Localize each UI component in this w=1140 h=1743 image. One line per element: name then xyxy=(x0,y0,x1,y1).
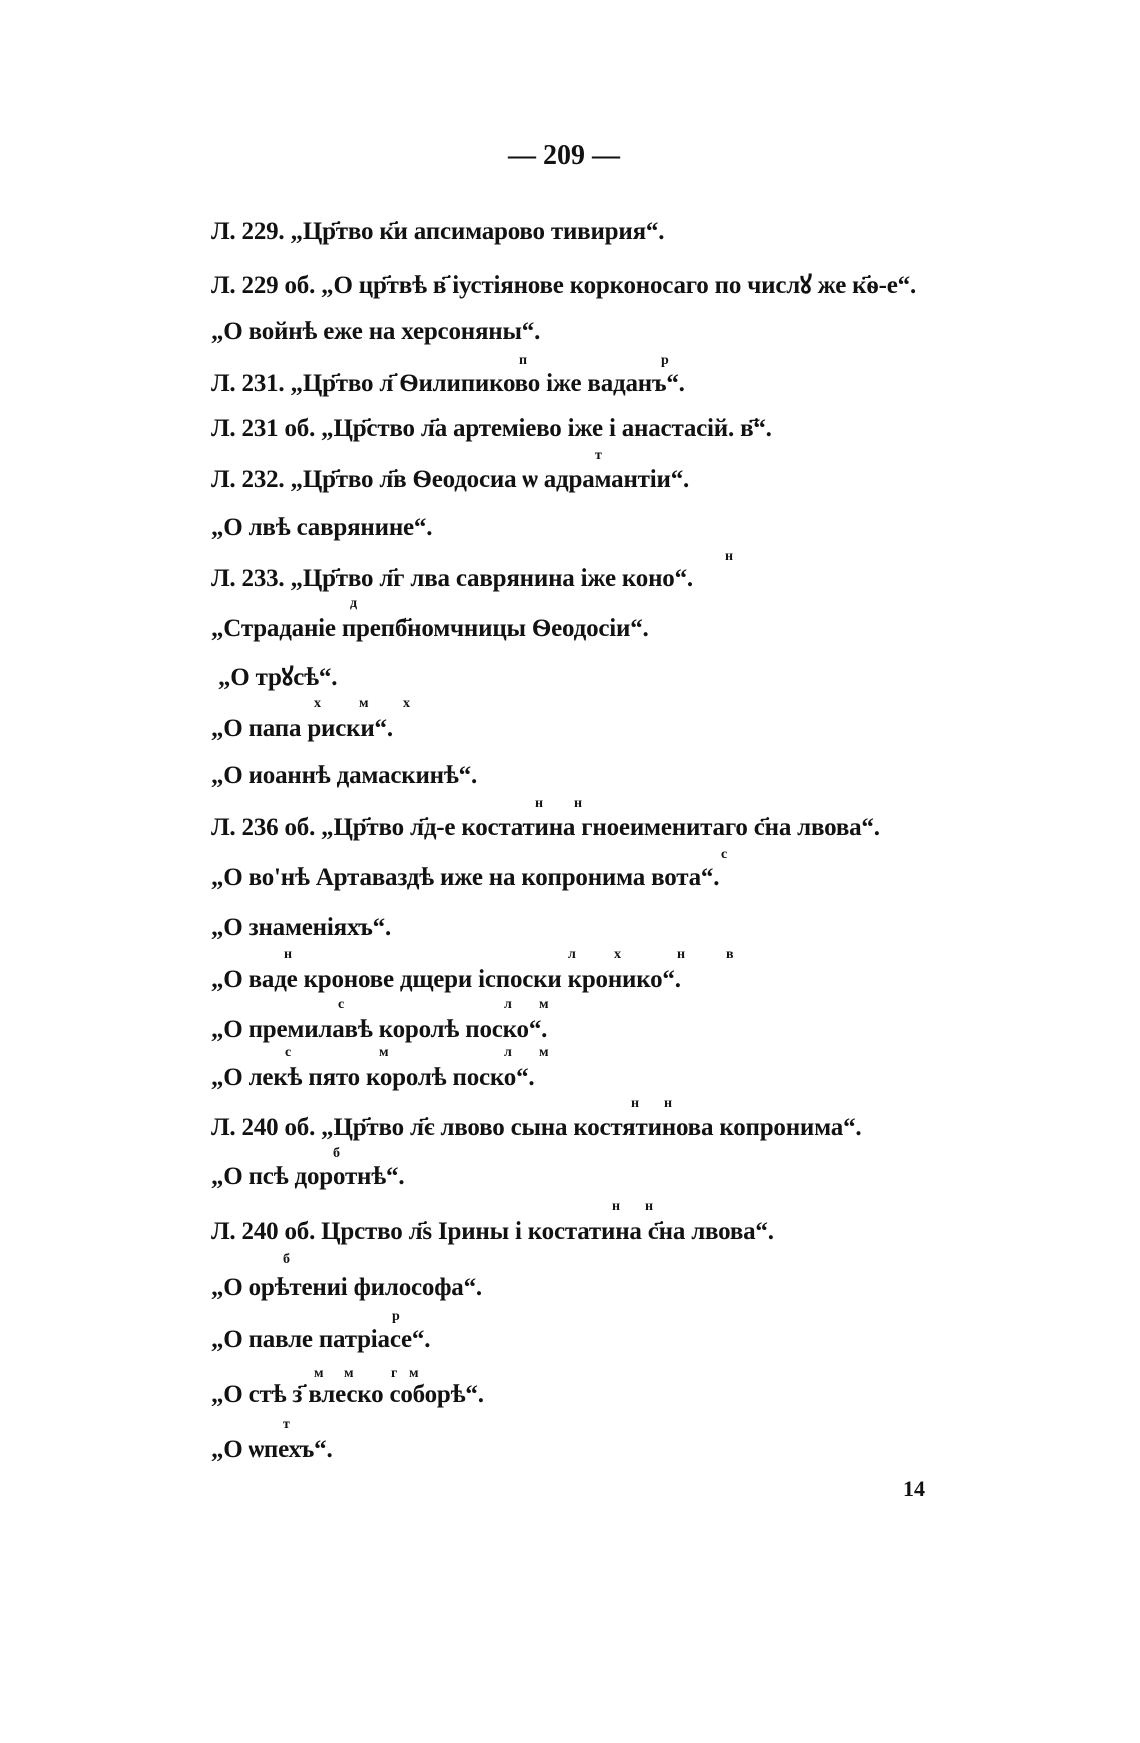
text-line: „Страданіе препб҃номчницы Ѳеодосіи“. xyxy=(211,615,649,642)
superscript-letter: с xyxy=(285,1045,292,1060)
text-line: Л. 240 об. Црство л҃ѕ Ірины і костатина с҃на лвова“. xyxy=(211,1218,774,1245)
superscript-letter: н xyxy=(535,796,544,811)
superscript-letter: т xyxy=(283,1417,290,1432)
text-line: „О иоаннѣ дамаскинѣ“. xyxy=(211,762,478,789)
superscript-letter: н xyxy=(645,1199,654,1214)
superscript-letter: н xyxy=(612,1199,621,1214)
superscript-letter: н xyxy=(284,947,293,962)
text-line: Л. 229. „Цр҃тво к҃и апсимарово тивирия“. xyxy=(211,218,665,245)
text-line: Л. 236 об. „Цр҃тво л҃д-е костатина гноеименитаго с҃на лвова“. xyxy=(211,814,880,841)
superscript-letter: м xyxy=(314,1366,324,1381)
superscript-letter: н xyxy=(631,1096,640,1111)
superscript-letter: т xyxy=(595,448,602,463)
superscript-letter: р xyxy=(661,353,669,368)
superscript-letter: м xyxy=(379,1045,389,1060)
superscript-letter: б xyxy=(283,1252,290,1267)
text-line: „О псѣ доротнѣ“. xyxy=(211,1163,405,1190)
text-line: Л. 240 об. „Цр҃тво л҃є лвово сына костятинова копронима“. xyxy=(211,1114,862,1141)
text-line: Л. 233. „Цр҃тво л҃г лва саврянина іже коно“. xyxy=(211,565,693,592)
superscript-letter: г xyxy=(391,1366,398,1381)
text-line: „О войнѣ еже на херсоняны“. xyxy=(211,318,541,345)
superscript-letter: л xyxy=(568,947,576,962)
superscript-letter: л xyxy=(504,997,512,1012)
text-line: „О павле патріасе“. xyxy=(211,1326,431,1353)
text-line: „О премилавѣ королѣ поско“. xyxy=(211,1016,548,1043)
superscript-letter: в xyxy=(726,947,734,962)
superscript-letter: с xyxy=(721,847,728,862)
superscript-letter: б xyxy=(333,1146,340,1161)
text-line: „О папа риски“. xyxy=(211,715,393,742)
text-line: „О ѡпехъ“. xyxy=(211,1436,333,1463)
superscript-letter: л xyxy=(504,1045,512,1060)
text-line: „О во'нѣ Артаваздѣ иже на копронима вота“. xyxy=(211,864,720,891)
superscript-letter: м xyxy=(539,1045,549,1060)
superscript-letter: н xyxy=(677,947,686,962)
text-line: „О трꙋсѣ“. xyxy=(218,664,338,691)
text-line: „О стѣ з҃ влеско соборѣ“. xyxy=(211,1381,484,1408)
text-line: „О ваде кронове дщери іспоски кронико“. xyxy=(211,966,681,993)
page-header-number: — 209 — xyxy=(508,140,620,171)
text-line: Л. 231 об. „Цр҃ство л҃а артеміево іже і анастасій. в҃“. xyxy=(211,415,772,442)
superscript-letter: н xyxy=(725,549,734,564)
text-line: Л. 229 об. „О цр҃твѣ в҃ іустіянове корконосаго по числꙋ же к҃ѳ-е“. xyxy=(211,272,917,299)
text-line: „О знаменіяхъ“. xyxy=(211,914,392,941)
superscript-letter: д xyxy=(350,596,358,611)
superscript-letter: х xyxy=(614,947,621,962)
text-line: „О лекѣ пято королѣ поско“. xyxy=(211,1064,535,1091)
text-line: Л. 231. „Цр҃тво л҃ Ѳилипиково іже ваданъ“. xyxy=(211,370,685,397)
superscript-letter: х xyxy=(314,696,321,711)
superscript-letter: с xyxy=(338,997,345,1012)
page-footer-number: 14 xyxy=(903,1476,925,1501)
superscript-letter: р xyxy=(392,1309,400,1324)
superscript-letter: п xyxy=(519,353,528,368)
superscript-letter: м xyxy=(344,1366,354,1381)
superscript-letter: н xyxy=(574,796,583,811)
superscript-letter: м xyxy=(359,696,369,711)
superscript-letter: н xyxy=(664,1096,673,1111)
superscript-letter: м xyxy=(539,997,549,1012)
superscript-letter: м xyxy=(409,1366,419,1381)
superscript-letter: х xyxy=(403,696,410,711)
text-line: „О лвѣ саврянине“. xyxy=(211,514,433,541)
text-line: „О орѣтениі философа“. xyxy=(211,1274,482,1301)
text-line: Л. 232. „Цр҃тво л҃в Ѳеодосиа ѡ адрамантіи“. xyxy=(211,466,690,493)
